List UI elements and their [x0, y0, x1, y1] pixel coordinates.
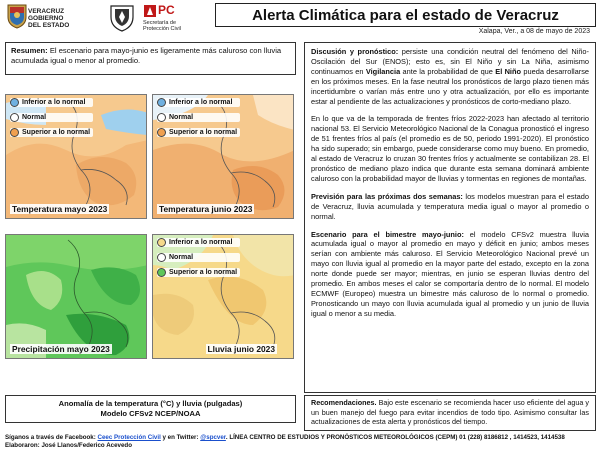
header — [0, 0, 600, 42]
map-legend — [10, 98, 93, 137]
follow-prefix: Síganos a través de Facebook: — [5, 434, 98, 441]
discussion-text: pueda desarrollarse en los próximos meses. En la fase neutral los pronósticos de largo plazo tienen más incertidumbre o varían más entre uno y otra actualización, por ello es importante estar al pendiente de las actualizaciones y pronósticos de corto-mediano plazo. — [311, 66, 590, 106]
legend-inferior — [157, 238, 240, 247]
legend-superior — [157, 128, 240, 137]
recommendations-box — [304, 395, 596, 431]
precipitation-may-map-image — [6, 235, 147, 359]
legend-dot-normal — [157, 113, 166, 122]
two-week-outlook-paragraph — [311, 192, 589, 222]
issue-date: Xalapa, Ver., a 08 de mayo de 2023 — [478, 28, 590, 35]
pc-mark-icon — [143, 4, 157, 18]
legend-label: Inferior a lo normal — [22, 99, 86, 106]
maps-caption — [5, 395, 296, 423]
map-label: Temperatura mayo 2023 — [12, 204, 108, 214]
summary-label: Resumen: — [11, 46, 48, 55]
map-temperature-may — [5, 94, 147, 219]
map-label: Temperatura junio 2023 — [159, 204, 253, 214]
legend-label: Normal — [22, 114, 47, 121]
footer — [5, 434, 597, 450]
discussion-panel — [304, 42, 596, 393]
authors-line: Elaboraron: José Llanos/Federico Acevedo — [5, 442, 132, 449]
legend-label: Superior a lo normal — [169, 129, 238, 136]
legend-label: Inferior a lo normal — [169, 239, 233, 246]
summary-box — [5, 42, 296, 75]
legend-label: Superior a lo normal — [169, 269, 238, 276]
logo-pc-line2: Protección Civil — [143, 26, 181, 32]
recommendations-text: Bajo este escenario se recomienda hacer uso eficiente del agua y un buen manejo del fuego para evitar incendios de todo tipo. Asimismo consultar las actualizaciones de esta alerta y pronósticos del tiempo. — [311, 398, 589, 427]
legend-superior — [157, 268, 240, 277]
cold-fronts-paragraph: En lo que va de la temporada de frentes fríos 2022-2023 han afectado al territorio nacional 53. El Servicio Meteorológico Nacional de la Conagua pronosticó el ingreso de 51 frentes fríos al país (el promedio es de 50, periodo 1991-2020). El pronóstico ha sido superado; sin embargo, puede considerarse como muy bueno. En promedio, al estado de Veracruz lo cruzan 30 frentes fríos y actualmente se contabilizan 28. El pronóstico de mediano plazo indica que durante esta semana dominará ambiente caluroso con la probabilidad mayor de lluvias y tormentas en regiones de montañas. — [311, 114, 589, 183]
legend-dot-inferior — [157, 238, 166, 247]
legend-label: Inferior a lo normal — [169, 99, 233, 106]
bimonthly-scenario-paragraph — [311, 230, 589, 319]
map-legend — [157, 98, 240, 137]
legend-normal — [10, 113, 93, 122]
map-rain-june — [152, 234, 294, 359]
summary-text: El escenario para mayo-junio es ligeramente más caluroso con lluvia acumulada igual o menor al promedio. — [11, 46, 282, 65]
caption-line2: Modelo CFSv2 NCEP/NOAA — [100, 409, 201, 418]
map-legend — [157, 238, 240, 277]
legend-dot-normal — [157, 253, 166, 262]
legend-inferior — [10, 98, 93, 107]
discussion-text: persiste una condición neutral del fenómeno del Niño-Oscilación del Sur (ENOS); esto es, sin El Niño y sin La Niña, asimismo continuamos en — [311, 47, 589, 76]
logo-veracruz-line1: VERACRUZ — [28, 8, 65, 15]
discussion-text: ante la probabilidad de que — [400, 66, 496, 76]
bimonthly-label: Escenario para el bimestre mayo-junio: — [311, 229, 464, 239]
legend-superior — [10, 128, 93, 137]
logo-pc-initials: PC — [158, 3, 175, 17]
legend-normal — [157, 253, 240, 262]
legend-inferior — [157, 98, 240, 107]
caption-line1: Anomalía de la temperatura (°C) y lluvia (pulgadas) — [58, 399, 243, 408]
page-title: Alerta Climática para el estado de Veracruz — [215, 3, 596, 27]
proteccion-civil-logo — [143, 4, 205, 38]
legend-dot-inferior — [157, 98, 166, 107]
legend-label: Normal — [169, 114, 194, 121]
legend-normal — [157, 113, 240, 122]
twitter-prefix: y en Twitter: — [160, 434, 201, 441]
forecast-maps — [5, 94, 296, 361]
protection-shield-icon — [108, 3, 136, 33]
twitter-link[interactable]: @spcver — [200, 434, 226, 441]
discussion-paragraph — [311, 47, 589, 106]
veracruz-government-logo — [6, 3, 68, 39]
contact-line — [5, 434, 597, 442]
logo-pc-line1: Secretaría de — [143, 20, 177, 26]
recommendations-label: Recomendaciones. — [311, 398, 377, 407]
bimonthly-text: el modelo CFSv2 muestra lluvia acumulada igual o mayor al promedio en mayo y déficit en junio; ambos meses serían con ambiente más caluroso. El Servicio Meteorológico Nacional prevé un mayo con lluvia igual al promedio en la mayor parte del estado, excepto en la zona norte donde puede ser mayor; mientras, en junio se esperan lluvias dentro del promedio. En ambos meses el calor se comportaría dentro de lo normal. El modelo ECMWF (Europeo) muestra un bimestre más caluroso de lo normal o promedio. Pronosticando un mayo con lluvia acumulada igual al promedio y un junio de lluvia igual o menor a su media. — [311, 229, 589, 318]
legend-dot-superior — [157, 128, 166, 137]
two-week-text: los modelos muestran para el estado de Veracruz, lluvia acumulada y temperatura media igual o mayor al promedio o normal. — [311, 191, 589, 221]
legend-dot-inferior — [10, 98, 19, 107]
facebook-link[interactable]: Ceec Protección Civil — [97, 434, 161, 441]
map-label: Precipitación mayo 2023 — [12, 344, 110, 354]
legend-label: Superior a lo normal — [22, 129, 91, 136]
map-label: Lluvia junio 2023 — [207, 344, 275, 354]
two-week-label: Previsión para las próximas dos semanas: — [311, 191, 463, 201]
legend-label: Normal — [169, 254, 194, 261]
map-temperature-june — [152, 94, 294, 219]
map-precipitation-may — [5, 234, 147, 359]
legend-dot-normal — [10, 113, 19, 122]
logo-veracruz-line2: GOBIERNO — [28, 15, 64, 22]
el-nino-emphasis: El Niño — [495, 66, 522, 76]
legend-dot-superior — [10, 128, 19, 137]
veracruz-seal-icon — [6, 3, 28, 29]
cepm-contact: . LÍNEA CENTRO DE ESTUDIOS Y PRONÓSTICOS METEOROLÓGICOS (CEPM) 01 (228) 8186812 , 1414523, 1414538 — [225, 434, 565, 441]
vigilancia-emphasis: Vigilancia — [365, 66, 401, 76]
discussion-label: Discusión y pronóstico: — [311, 47, 399, 56]
logo-veracruz-line3: DEL ESTADO — [28, 22, 70, 29]
legend-dot-superior — [157, 268, 166, 277]
